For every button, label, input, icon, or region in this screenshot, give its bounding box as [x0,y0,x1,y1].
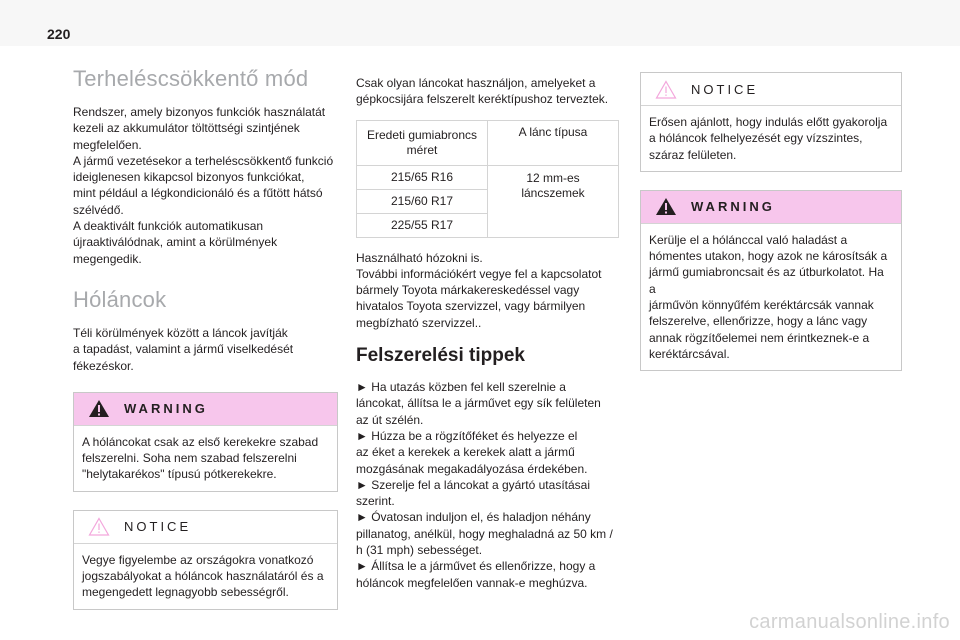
table-header-tyre-size: Eredeti gumiabroncs méret [357,120,488,165]
load-reduction-text: Rendszer, amely bizonyos funkciók használatát kezeli az akkumulátor töltöttségi szintjének megfelelően. A jármű vezetésekor a terheléscsökkentő funkció ideiglenesen kikapcsol bizonyos funkciókat, mint például a légkondicionáló és a fűtött hátsó szélvédő. A deaktivált funkciók automatikusan újraaktiválódnak, amint a körülmények megengedik. [73,105,334,266]
table-cell-chain-type: 12 mm-es láncszemek [488,165,619,237]
warning-text: Kerülje el a hólánccal való haladást a hómentes utakon, hogy azok ne károsítsák a jármű gumiabroncsait és az útburkolatot. Ha a járművön könnyűfém keréktárcsák vannak felszerelve, ellenőrizze, hogy a lánc vagy annak rögzítőelemei nem érintkeznek-e a keréktárcsával. [649,232,888,361]
warning-title: WARNING [124,401,208,417]
heading-installation-tips: Felszerelési tippek [356,345,525,367]
notice-box-practice [640,72,902,172]
table-cell-size: 215/65 R16 [357,165,488,189]
column-middle [356,75,619,591]
snow-socks-text: Használható hózokni is. További információkért vegye fel a kapcsolatot bármely Toyota márkakereskedéssel vagy hivatalos Toyota szervizzel, vagy bármilyen megbízható szervizzel.. [356,250,602,330]
notice-title: NOTICE [124,519,192,535]
table-header-row [357,120,619,165]
notice-title: NOTICE [691,81,759,97]
list-item: ► Ha utazás közben fel kell szerelnie a láncokat, állítsa le a járművet egy sík felületen az út szélén. [356,380,601,427]
list-item: ► Szerelje fel a láncokat a gyártó utasításai szerint. [356,477,590,509]
table-cell-size: 225/55 R17 [357,213,488,237]
page-number: 220 [47,26,71,42]
notice-text: Erősen ajánlott, hogy indulás előtt gyakorolja a hóláncok felhelyezését egy vízszintes, száraz felületen. [649,115,888,162]
notice-header [74,511,337,544]
table-header-chain-type: A lánc típusa [488,120,619,165]
watermark: carmanualsonline.info [749,611,950,633]
warning-text: A hóláncokat csak az első kerekekre szabad felszerelni. Soha nem szabad felszerelni "helytakarékos" típusú pótkerekekre. [82,434,319,482]
tyre-chain-table [356,120,619,238]
snow-chains-text: Téli körülmények között a láncok javítják a tapadást, valamint a jármű viselkedését fékezéskor. [73,325,294,373]
notice-text: Vegye figyelembe az országokra vonatkozó jogszabályokat a hóláncok használatáról és a megengedett legnagyobb sebességről. [82,552,324,600]
warning-box-front-wheels [73,392,338,492]
chain-intro-text: Csak olyan láncokat használjon, amelyeket a gépkocsijára felszerelt keréktípushoz terveztek. [356,76,609,107]
list-item: ► Húzza be a rögzítőféket és helyezze el az éket a kerekek a kerekek alatt a jármű mozgásának megakadályozása érdekében. [356,428,588,476]
notice-triangle-icon [655,80,677,99]
table-row [357,165,619,189]
warning-box-alloy-wheels [640,190,902,371]
column-right [640,72,902,371]
page-header-bar [0,0,960,46]
installation-tips-list [356,379,619,591]
warning-triangle-icon [88,399,110,418]
warning-title: WARNING [691,199,775,215]
column-left [73,66,338,610]
notice-box-regulations [73,510,338,610]
list-item: ► Óvatosan induljon el, és haladjon néhány pillanatog, anélkül, hogy meghaladná az 50 km / h (31 mph) sebességet. [356,510,613,558]
heading-load-reduction: Terheléscsökkentő mód [73,66,309,91]
table-cell-size: 215/60 R17 [357,189,488,213]
notice-header [641,73,901,106]
list-item: ► Állítsa le a járművet és ellenőrizze, hogy a hóláncok megfelelően vannak-e meghúzva. [356,559,596,590]
notice-triangle-icon [88,517,110,536]
warning-header [641,191,901,224]
warning-header [74,393,337,426]
warning-triangle-icon [655,197,677,216]
heading-snow-chains: Hóláncok [73,286,167,312]
